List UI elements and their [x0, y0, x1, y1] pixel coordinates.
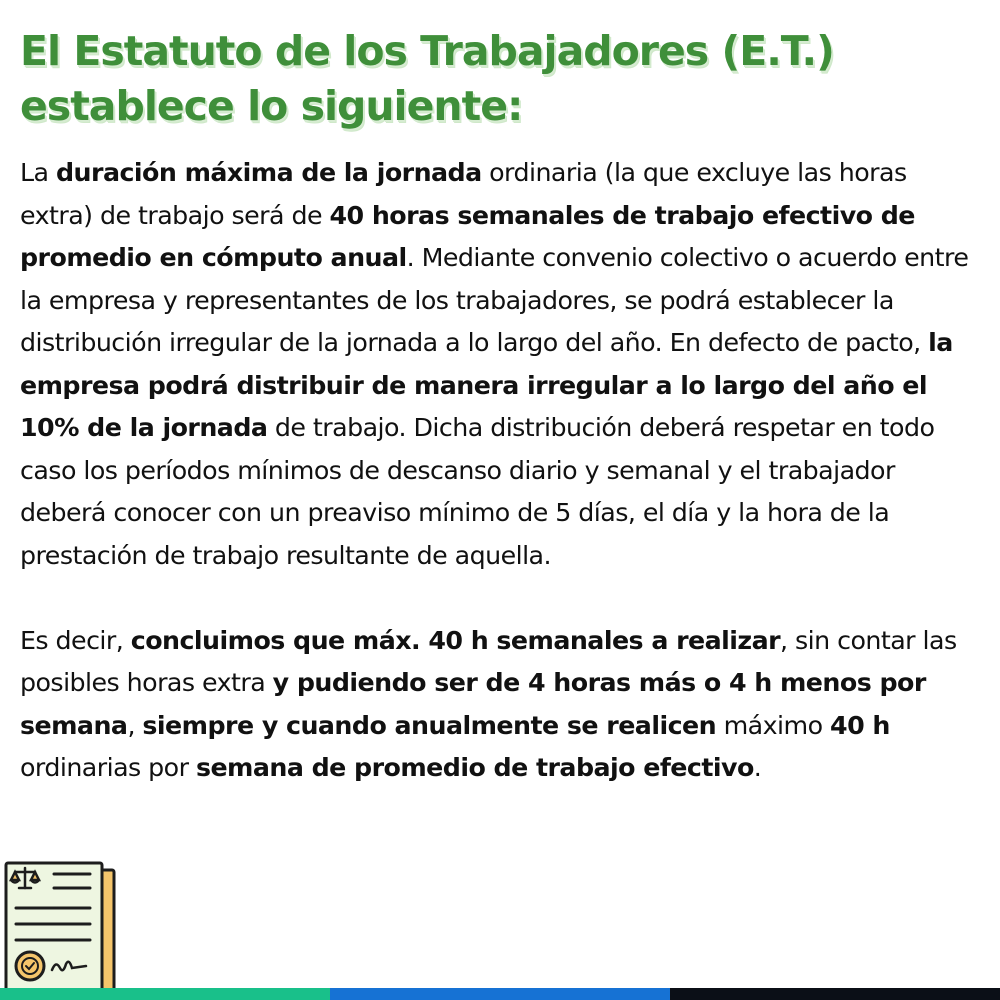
legal-document-icon-svg: [2, 860, 118, 990]
page-title: [20, 24, 980, 134]
text-run: Es decir,: [20, 625, 131, 655]
text-run: . Mediante convenio colectivo o acuerdo entre la empresa y representantes de los trabajadores, se podrá establecer la distribución irregular de la jornada a lo largo del año. En defecto de pacto,: [20, 243, 969, 357]
paragraph-2: [20, 620, 985, 790]
bold-run: 40 horas semanales de trabajo efectivo de promedio en cómputo anual: [20, 200, 915, 272]
bold-run: semana de promedio de trabajo efectivo: [195, 753, 754, 782]
legal-document-icon: [2, 860, 118, 990]
bold-run: 40 h: [830, 710, 890, 740]
text-run: ordinarias por: [20, 753, 196, 782]
bold-run: la empresa podrá distribuir de manera irregular a lo largo del año el 10% de la jornada: [20, 328, 953, 442]
title-line-2: establece lo siguiente:: [20, 82, 523, 130]
bold-run: concluimos que máx. 40 h semanales a realizar: [130, 625, 781, 655]
bold-run: duración máxima de la jornada: [56, 158, 482, 187]
bold-run: siempre y cuando anualmente se realicen: [142, 710, 717, 740]
footer-segment-blue: [330, 988, 670, 1000]
title-line-1: El Estatuto de los Trabajadores (E.T.): [20, 27, 834, 75]
bold-run: y pudiendo ser de 4 horas más o 4 h menos por semana: [20, 668, 926, 740]
footer-segment-dark: [670, 988, 1000, 1000]
text-run: , sin contar las posibles horas extra: [20, 625, 957, 697]
footer-segment-green: [0, 988, 330, 1000]
text-run: ,: [127, 710, 143, 740]
body-text: [20, 152, 985, 790]
text-run: ordinaria (la que excluye las horas extra) de trabajo será de: [20, 158, 907, 230]
text-run: máximo: [716, 710, 831, 740]
text-run: de trabajo. Dicha distribución deberá respetar en todo caso los períodos mínimos de descanso diario y semanal y el trabajador deberá conocer con un preaviso mínimo de 5 días, el día y la hora de la prestación de trabajo resultante de aquella.: [20, 413, 935, 570]
paragraph-1: [20, 152, 985, 577]
text-run: La: [20, 158, 56, 187]
text-run: .: [753, 753, 762, 782]
footer-color-bar: [0, 988, 1000, 1000]
